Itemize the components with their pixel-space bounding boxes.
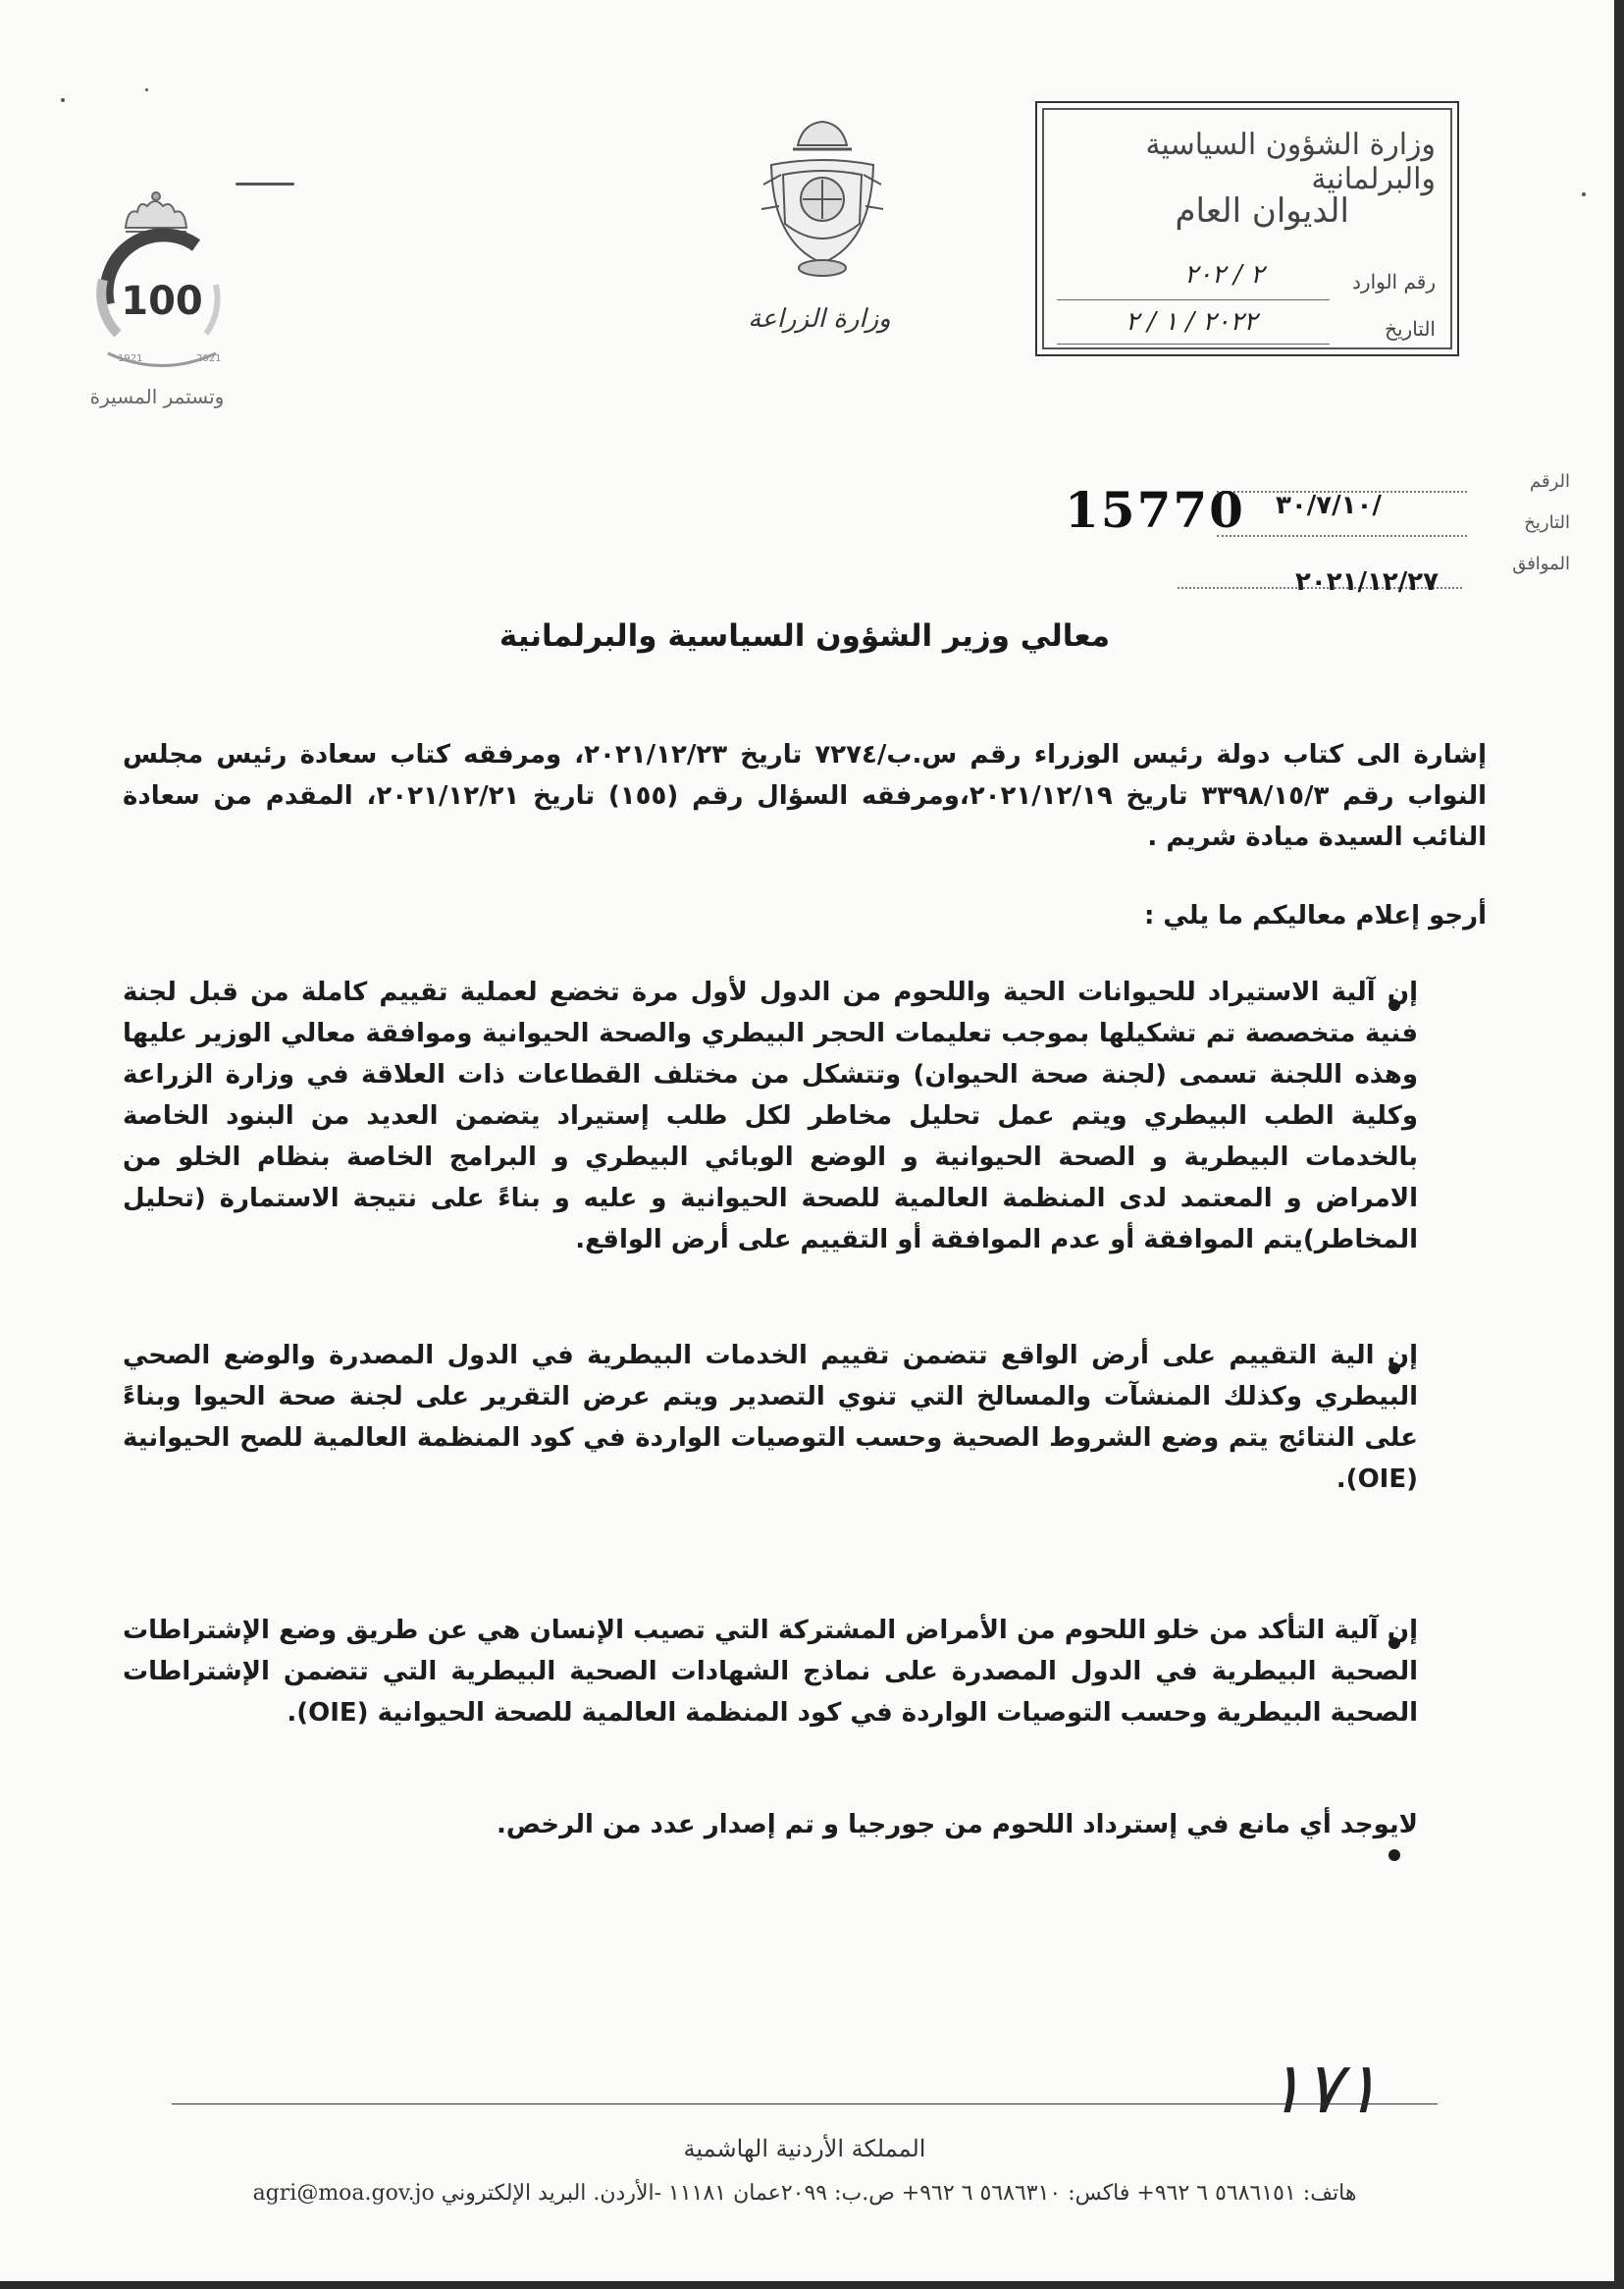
stamp-rule (1057, 344, 1330, 345)
centennial-year-right: 2021 (196, 353, 222, 364)
stamp-incoming-value: ٢ / ٢٠٢ (1184, 260, 1265, 290)
footer-divider (172, 2103, 1438, 2104)
scan-edge-bottom (0, 2281, 1624, 2289)
intro-paragraph: إشارة الى كتاب دولة رئيس الوزراء رقم س.ب/٧٢٧٤ تاريخ ٢٠٢١/١٢/٢٣، ومرفقه كتاب سعادة رئيس مجلس النواب رقم ٣٣٩٨/١٥/٣ تاريخ ٢٠٢١/١٢/١٩،ومرفقه السؤال رقم (١٥٥) تاريخ ٢٠٢١/١٢/٢١، المقدم من سعادة النائب السيدة ميادة شريم . (123, 740, 1487, 852)
bullet-marker (1388, 1849, 1400, 1861)
coat-of-arms-emblem (754, 116, 891, 283)
scan-mark (236, 183, 294, 186)
reference-labels (1472, 461, 1570, 585)
bullet-item-disease-freedom: إن آلية التأكد من خلو اللحوم من الأمراض المشتركة التي تصيب الإنسان هي عن طريق وضع الإشتراطات الصحية البيطرية في الدول المصدرة على نماذج الشهادات الصحية البيطرية التي تتضمن الإشتراطات الصحية البيطرية وحسب التوصيات الواردة في كود المنظمة العالمية للصحة الحيوانية (OIE). (123, 1616, 1418, 1728)
ministry-signature: وزارة الزراعة (748, 304, 891, 334)
footer-email-link[interactable]: agri@moa.gov.jo (252, 2181, 435, 2206)
coat-of-arms-icon (754, 116, 891, 283)
bullet-item-field-assessment: إن الية التقييم على أرض الواقع تتضمن تقييم الخدمات البيطرية في الدول المصدرة والوضع الصحي البيطري وكذلك المنشآت والمسالخ التي تنوي التصدير ويتم عرض التقرير على لجنة صحة الحيوا وبناءً على النتائج يتم وضع الشروط الصحية وحسب التوصيات الواردة في كود المنظمة العالمية للصح الحيوانية (OIE). (123, 1341, 1418, 1494)
centennial-year-left: 1921 (118, 353, 143, 364)
reference-number: 15770 (1065, 481, 1245, 539)
centennial-emblem-icon (69, 186, 255, 383)
stamp-date-value: ٢٠٢٢ / ١ / ٢ (1126, 307, 1258, 337)
stamp-rule (1057, 299, 1330, 300)
reference-gregorian-date: ٢٠٢١/١٢/٢٧ (1295, 567, 1439, 597)
reference-number-label: الرقم (1529, 471, 1570, 492)
scan-edge-right (1614, 0, 1624, 2289)
reference-date-label: التاريخ (1524, 512, 1570, 533)
centennial-tagline: وتستمر المسيرة (89, 385, 225, 408)
scan-speck (1582, 192, 1586, 196)
addressee: معالي وزير الشؤون السياسية والبرلمانية (498, 618, 1111, 654)
handwritten-number: ١٧١ (1266, 2047, 1381, 2129)
centennial-number: 100 (121, 279, 203, 324)
scan-speck (145, 88, 148, 91)
reference-corresponding-label: الموافق (1512, 554, 1570, 574)
request-line: أرجو إعلام معاليكم ما يلي : (1143, 901, 1487, 931)
bullet-item-import-mechanism: إن آلية الاستيراد للحيوانات الحية واللحوم من الدول لأول مرة تخضع لعملية تقييم كاملة من قبل لجنة فنية متخصصة تم تشكيلها بموجب تعليمات الحجر البيطري والصحة الحيوانية وموافقة معالي الوزير عليها وهذه اللجنة تسمى (لجنة صحة الحيوان) وتتشكل من مختلف القطاعات ذات العلاقة في وزارة الزراعة وكلية الطب البيطري ويتم عمل تحليل مخاطر لكل طلب إستيراد يتضمن العديد من البنود الخاصة بالخدمات البيطرية و الصحة الحيوانية و الوضع الوبائي البيطري و البرامج الخاصة بنظام الخلو من الامراض و المعتمد لدى المنظمة العالمية للصحة الحيوانية و عليه و بناءً على نتيجة الاستمارة (تحليل المخاطر)يتم الموافقة أو عدم الموافقة أو التقييم على أرض الواقع. (123, 978, 1418, 1254)
scan-speck (61, 98, 65, 102)
stamp-ministry: وزارة الشؤون السياسية والبرلمانية (1145, 128, 1436, 196)
stamp-incoming-label: رقم الوارد (1352, 270, 1436, 293)
stamp-office: الديوان العام (1175, 191, 1349, 231)
footer-contact (157, 2181, 1452, 2206)
footer-kingdom: المملكة الأردنية الهاشمية (683, 2135, 926, 2162)
footer-contact-text: هاتف: ٥٦٨٦١٥١ ٦ ٩٦٢+ فاكس: ٥٦٨٦٣١٠ ٦ ٩٦٢+ ص.ب: ٢٠٩٩عمان ١١١٨١ -الأردن. البريد الإلكتروني (441, 2181, 1357, 2206)
incoming-stamp (1035, 101, 1459, 356)
stamp-date-label: التاريخ (1385, 317, 1436, 341)
reference-dotted-line (1217, 535, 1467, 537)
bullet-item-georgia-import: لايوجد أي مانع في إسترداد اللحوم من جورجيا و تم إصدار عدد من الرخص. (497, 1810, 1418, 1839)
reference-hijri-date: /٣٠/٧/١٠ (1276, 491, 1382, 520)
centennial-logo (69, 186, 255, 412)
